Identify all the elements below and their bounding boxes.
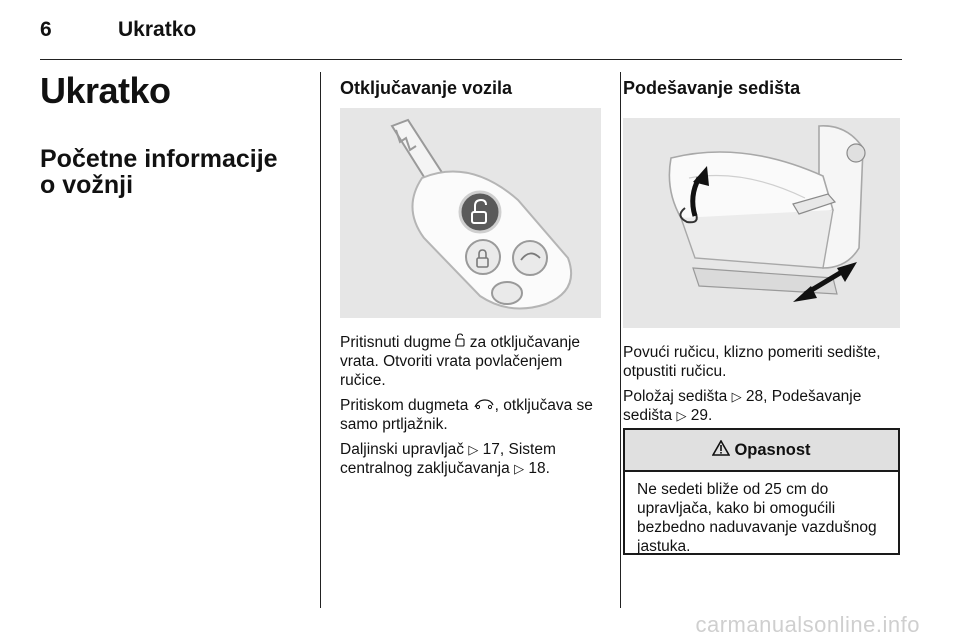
text-run: Položaj sedišta <box>623 388 728 405</box>
warning-header <box>625 430 898 472</box>
unlock-paragraph-2 <box>340 396 602 434</box>
text-run: 18. <box>528 460 550 477</box>
text-run: 29. <box>690 407 713 424</box>
warning-box <box>623 428 900 555</box>
key-fob-illustration <box>340 108 601 318</box>
header-rule <box>40 59 902 60</box>
page-number: 6 <box>40 18 52 41</box>
intro-heading <box>40 146 300 198</box>
arrow-ref-icon: ▷ <box>468 442 479 457</box>
arrow-ref-icon: ▷ <box>731 389 742 404</box>
seat-adjustment-heading: Podešavanje sedišta <box>623 78 801 98</box>
seat-instructions <box>623 343 903 431</box>
padlock-open-icon <box>455 334 465 351</box>
unlock-instructions <box>340 333 602 484</box>
unlock-paragraph-1 <box>340 333 602 390</box>
column-divider-2 <box>620 72 621 608</box>
text-run: Daljinski upravljač <box>340 441 465 458</box>
arrow-ref-icon: ▷ <box>676 408 687 423</box>
text-run: , otključava se samo prtljažnik. <box>340 397 593 433</box>
running-title: Ukratko <box>118 18 197 41</box>
intro-heading-line-2: o vožnji <box>40 171 134 199</box>
column-divider-1 <box>320 72 321 608</box>
key-fob-drawing <box>340 108 601 318</box>
intro-heading-line-1: Početne informacije <box>40 145 278 173</box>
warning-triangle-icon <box>712 440 730 461</box>
watermark: carmanualsonline.info <box>695 612 920 637</box>
car-trunk-icon <box>473 397 495 414</box>
seat-adjustment-illustration <box>623 118 900 328</box>
seat-drawing <box>623 118 900 328</box>
seat-paragraph-1: Povući ručicu, klizno pomeriti sedište, otpustiti ručicu. <box>623 344 881 380</box>
text-run: 17, Sistem centralnog zaključavanja <box>340 441 556 477</box>
text-run: 28, Podešavanje sedišta <box>623 388 862 424</box>
text-run: Pritiskom dugmeta <box>340 397 469 414</box>
arrow-ref-icon: ▷ <box>514 461 525 476</box>
page-header <box>0 0 960 60</box>
text-run: za otključavanje vrata. Otvoriti vrata povlačenjem ručice. <box>340 334 581 389</box>
warning-title: Opasnost <box>734 440 811 459</box>
unlock-vehicle-heading: Otključavanje vozila <box>340 78 513 98</box>
unlock-paragraph-3 <box>340 440 602 478</box>
warning-text: Ne sedeti bliže od 25 cm do upravljača, kako bi omogućili bezbedno naduvavanje vazdušnog jastuka. <box>637 481 877 555</box>
seat-paragraph-2 <box>623 387 903 425</box>
text-run: Pritisnuti dugme <box>340 334 452 351</box>
section-title: Ukratko <box>40 70 171 111</box>
